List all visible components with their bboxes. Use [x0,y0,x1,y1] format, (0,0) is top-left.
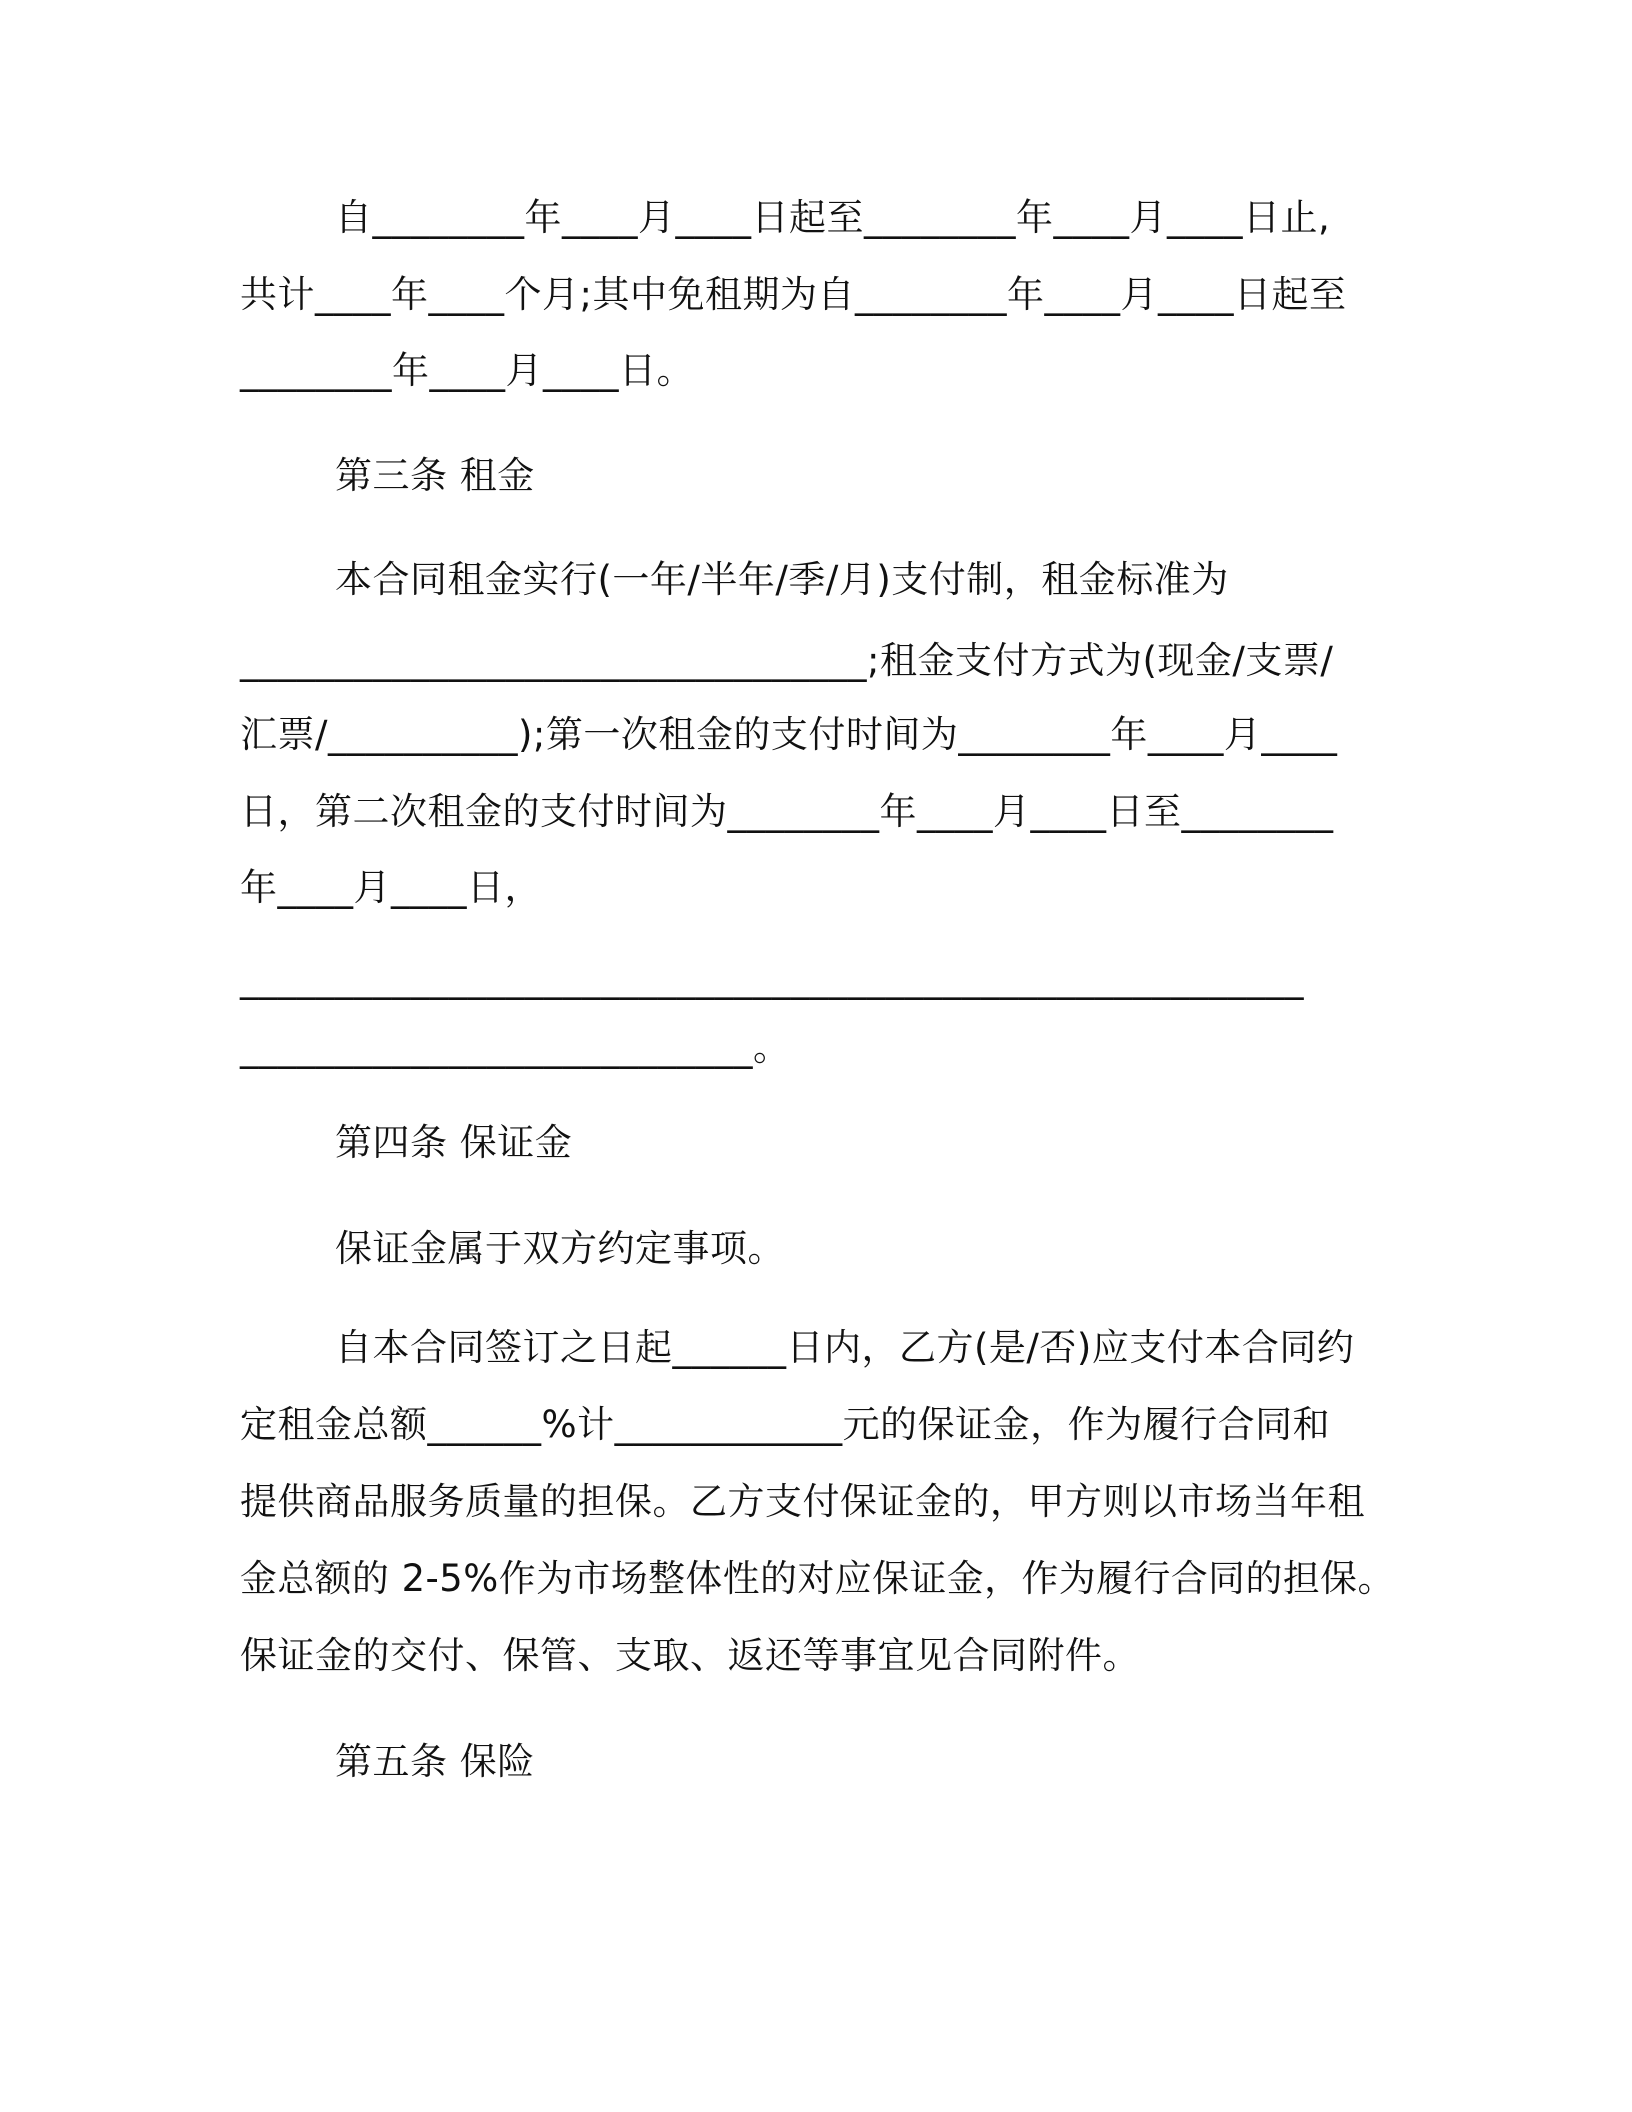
article-3-line-3: 汇票/__________);第一次租金的支付时间为________年____月____ [240,713,1338,756]
article-3-line-6: ________________________________________________________ [240,957,1304,1000]
article-4-line-5: 金总额的 2-5%作为市场整体性的对应保证金，作为履行合同的担保。 [240,1557,1395,1600]
article-3-line-5: 年____月____日， [240,866,542,909]
article-4-line-4: 提供商品服务质量的担保。乙方支付保证金的，甲方则以市场当年租 [240,1480,1365,1523]
term-line-3: ________年____月____日。 [240,349,694,392]
article-5-heading: 第五条 保险 [335,1740,535,1783]
article-3-line-2: _________________________________;租金支付方式为(现金/支票/ [240,639,1334,682]
article-3-heading: 第三条 租金 [335,454,535,497]
article-4-line-3: 定租金总额______%计____________元的保证金，作为履行合同和 [240,1403,1331,1446]
term-line-1: 自________年____月____日起至________年____月____日止, [335,196,1331,239]
article-4-line-1: 保证金属于双方约定事项。 [335,1227,785,1270]
article-3-line-4: 日，第二次租金的支付时间为________年____月____日至________ [240,790,1334,833]
article-4-line-6: 保证金的交付、保管、支取、返还等事宜见合同附件。 [240,1634,1140,1677]
article-4-heading: 第四条 保证金 [335,1121,573,1164]
article-4-line-2: 自本合同签订之日起______日内，乙方(是/否)应支付本合同约 [335,1326,1355,1369]
term-line-2: 共计____年____个月;其中免租期为自________年____月____日起至 [240,273,1347,316]
article-3-line-7: ___________________________。 [240,1026,791,1069]
article-3-line-1: 本合同租金实行(一年/半年/季/月)支付制，租金标准为 [335,558,1229,601]
